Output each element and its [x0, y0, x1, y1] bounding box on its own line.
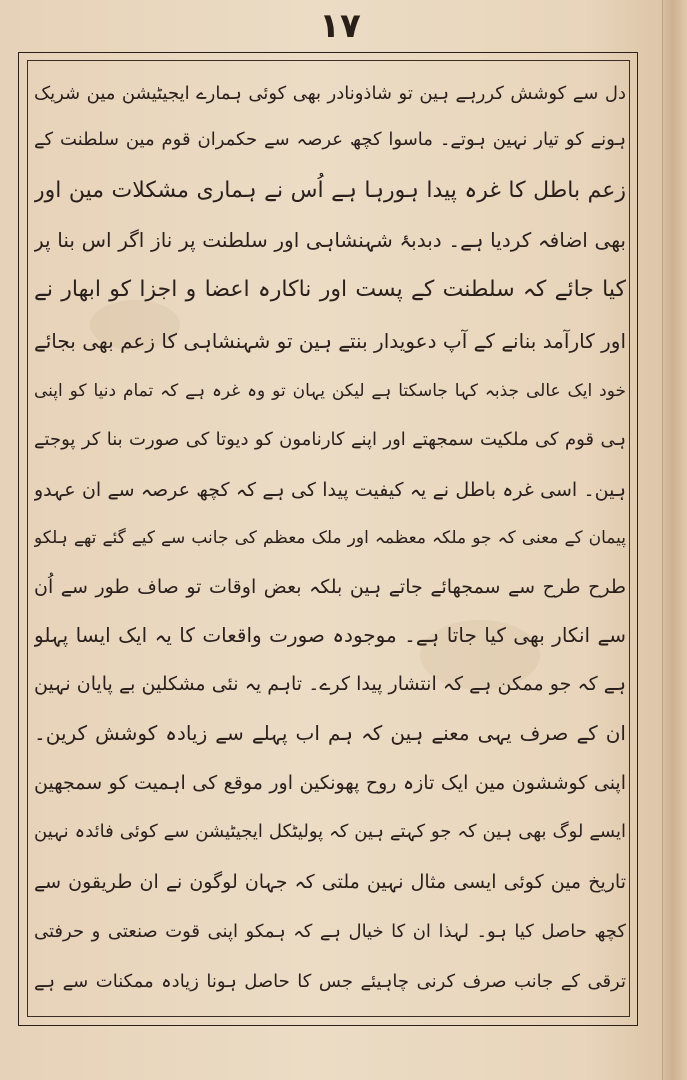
text-line: ہین۔ اسی غرہ باطل نے یہ کیفیت پیدا کی ہے کہ کچھ عرصہ سے ان عہدو: [34, 479, 626, 501]
text-line: اپنی کوششون مین ایک تازہ روح پھونکین اور موقع کی اہمیت کو سمجھین: [34, 772, 626, 794]
page-edge: [662, 0, 687, 1080]
text-line: دل سے کوشش کررہے ہین تو شاذونادر بھی کوئی ہمارے ایجیٹیشن مین شریک: [34, 83, 626, 104]
text-line: زعم باطل کا غرہ پیدا ہورہا ہے اُس نے ہماری مشکلات مین اور: [34, 178, 626, 203]
text-line: ہی قوم کی ملکیت سمجھتے اور اپنے کارنامون کو دیوتا کی صورت بنا کر پوجتے: [34, 429, 626, 450]
page-number: ۱۷: [319, 6, 361, 46]
text-line: پیمان کے معنی کہ جو ملکہ معظمہ اور ملک معظم کی جانب سے کیے گئے تھے ہلکو: [34, 528, 626, 548]
text-line: کچھ حاصل کیا ہو۔ لہذا ان کا خیال ہے کہ ہمکو اپنی قوت صنعتی و حرفتی: [34, 921, 626, 942]
text-line: کیا جائے کہ سلطنت کے پست اور ناکارہ اعضا و اجزا کو ابھار نے: [34, 277, 626, 302]
text-line: ان کے صرف یہی معنے ہین کہ ہم اب پہلے سے زیادہ کوشش کرین۔: [34, 721, 626, 745]
text-line: ایسے لوگ بھی ہین کہ جو کہتے ہین کہ پولیٹکل ایجیٹیشن سے کوئی فائدہ نہین: [34, 821, 626, 842]
text-line: ہے کہ جو ممکن ہے کہ انتشار پیدا کرے۔ تاہم یہ نئی مشکلین بے پایان نہین: [34, 673, 626, 695]
text-line: خود ایک عالی جذبہ کہا جاسکتا ہے لیکن یہان تو وہ غرہ ہے کہ تمام دنیا کو اپنی: [34, 381, 626, 401]
text-line: سے انکار بھی کیا جاتا ہے۔ موجودہ صورت واقعات کا یہ ایک ایسا پہلو: [34, 623, 626, 647]
text-line: ہونے کو تیار نہین ہوتے۔ ماسوا کچھ عرصہ سے حکمران قوم مین سلطنت کے: [34, 129, 626, 150]
text-line: طرح طرح سے سمجھائے جاتے ہین بلکہ بعض اوقات تو صاف طور سے اُن: [34, 576, 626, 598]
text-line: اور کارآمد بنانے کے آپ دعویدار بنتے ہین تو شہنشاہی کا زعم بھی بجائے: [34, 329, 626, 353]
text-line: بھی اضافہ کردیا ہے۔ دبدبۂ شہنشاہی اور سلطنت پر ناز اگر اس بنا پر: [34, 228, 626, 252]
urdu-text-body: [34, 72, 626, 1016]
text-line: ترقی کے جانب صرف کرنی چاہیئے جس کا حاصل ہونا زیادہ ممکنات سے ہے: [34, 971, 626, 992]
text-line: تاریخ مین کوئی ایسی مثال نہین ملتی کہ جہان لوگون نے ان طریقون سے: [34, 871, 626, 893]
